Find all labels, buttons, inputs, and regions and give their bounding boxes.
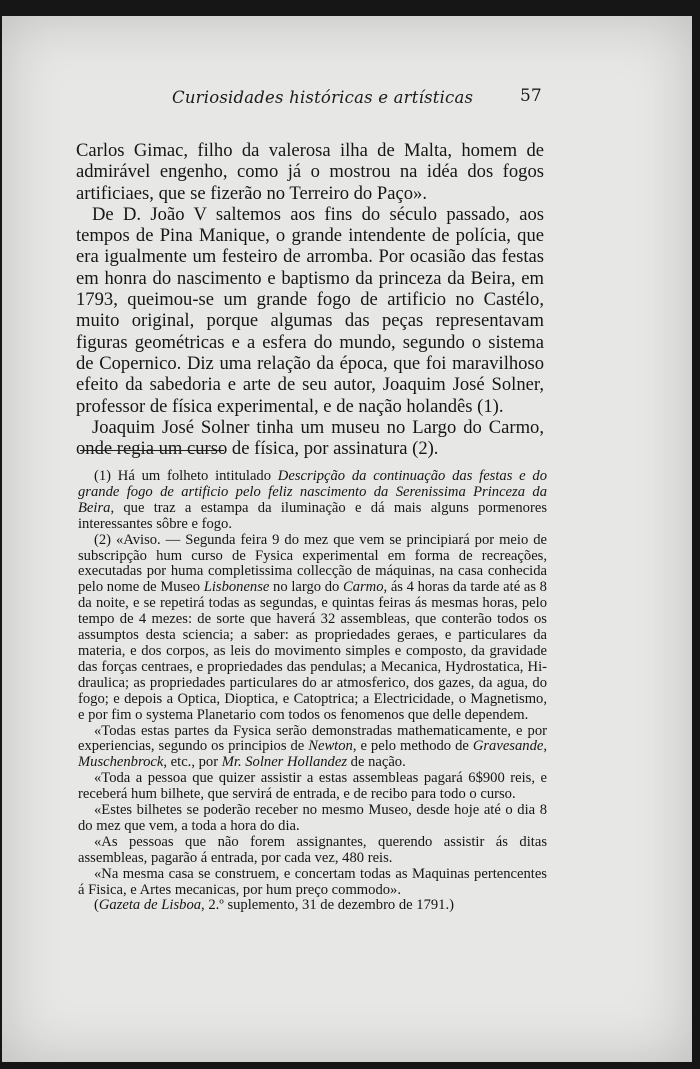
paragraph: Joaquim José Solner tinha um museu no Largo do Carmo, onde regia um curso de física, por assinatura (2). <box>76 416 544 460</box>
footnote-divider <box>80 450 224 451</box>
footnote-1: (1) Há um folheto intitulado Descripção da continuação das festas e do grande fogo de artificio pelo feliz nascimento da Serenissima Princeza da Beira, que traz a estampa da iluminação e dá mais alguns pormenores interessantes sôbre e fogo. <box>78 468 547 532</box>
footnote-2: (2) «Aviso. — Segunda feira 9 do mez que vem se principiará por meio de subscripção hum curso de Fysica experimental em forma de recreações, executadas por huma completissima collecção de máquinas, na casa conhecida pelo nome de Museo Lisbonense no largo do Carmo, ás 4 horas da tarde até as 8 da noite, e se repetirá todas as segundas, e quintas feiras ás mesmas horas, pelo tempo de 4 mezes: de sorte que haverá 32 assembleas, que conterão todos os assumptos desta sciencia; a saber: as propriedades geraes, e particulares da materia, e dos corpos, as leis do movimento simples e composto, da gravidade das forças centraes, e propriedades das pendulas; a Mecanica, Hydrostatica, Hidraulica; as propriedades particulares do ar atmosferico, dos gazes, da agua, do fogo; e depois a Optica, Dioptica, e Catoptrica; a Electricidade, o Magnetismo, e por fim o systema Planetario com todos os fenomenos que delle dependem. <box>78 531 547 723</box>
paragraph: Carlos Gimac, filho da valerosa ilha de Malta, homem de admirável engenho, como já o mostrou na idéa dos fogos artificiaes, que se fizerão no Terreiro do Paço». <box>76 140 544 204</box>
paragraph: De D. João V saltemos aos fins do século passado, aos tempos de Pina Manique, o grande intendente de polícia, que era igualmente um festeiro de arromba. Por ocasião das festas em honra do nascimento e baptismo da princeza da Beira, em 1793, queimou-se um grande fogo de artificio no Castélo, muito original, porque algumas das peças representavam figuras geométricas e a esfera do mundo, segundo o sistema de Copernico. Diz uma relação da época, que foi maravilhoso efeito da sabedoria e arte de seu autor, Joaquim José Solner, professor de física experimental, e de nação holandês (1). <box>76 203 544 417</box>
footnote-2-paragraph: «Estes bilhetes se poderão receber no mesmo Museo, desde hoje até o dia 8 do mez que vem, a toda a hora do dia. <box>78 802 547 834</box>
footnote-2-paragraph: «Na mesma casa se construem, e concertam todas as Maquinas pertencentes á Fisica, e Artes mecanicas, por hum preço commodo». <box>78 865 547 898</box>
footnote-2-paragraph: «As pessoas que não forem assignantes, querendo assistir ás ditas assembleas, pagarão á entrada, por cada vez, 480 reis. <box>78 833 547 866</box>
footnote-2-source: (Gazeta de Lisboa, 2.º suplemento, 31 de dezembro de 1791.) <box>94 897 454 914</box>
page-header <box>2 88 692 112</box>
book-page <box>2 16 692 1062</box>
running-title: Curiosidades históricas e artísticas <box>172 88 474 107</box>
page-number: 57 <box>520 86 542 106</box>
footnotes <box>78 469 547 914</box>
footnote-2-paragraph: «Toda a pessoa que quizer assistir a estas assembleas pagará 6$900 reis, e receberá hum bilhete, que servirá de entrada, e de recibo para todo o curso. <box>78 770 547 803</box>
footnote-2-paragraph: «Todas estas partes da Fysica serão demonstradas mathematicamente, e por experiencias, segundo os principios de Newton, e pelo methodo de Gravesande, Muschenbrock, etc., por Mr. Solner Hollandez de nação. <box>78 722 547 771</box>
main-text <box>76 140 544 459</box>
